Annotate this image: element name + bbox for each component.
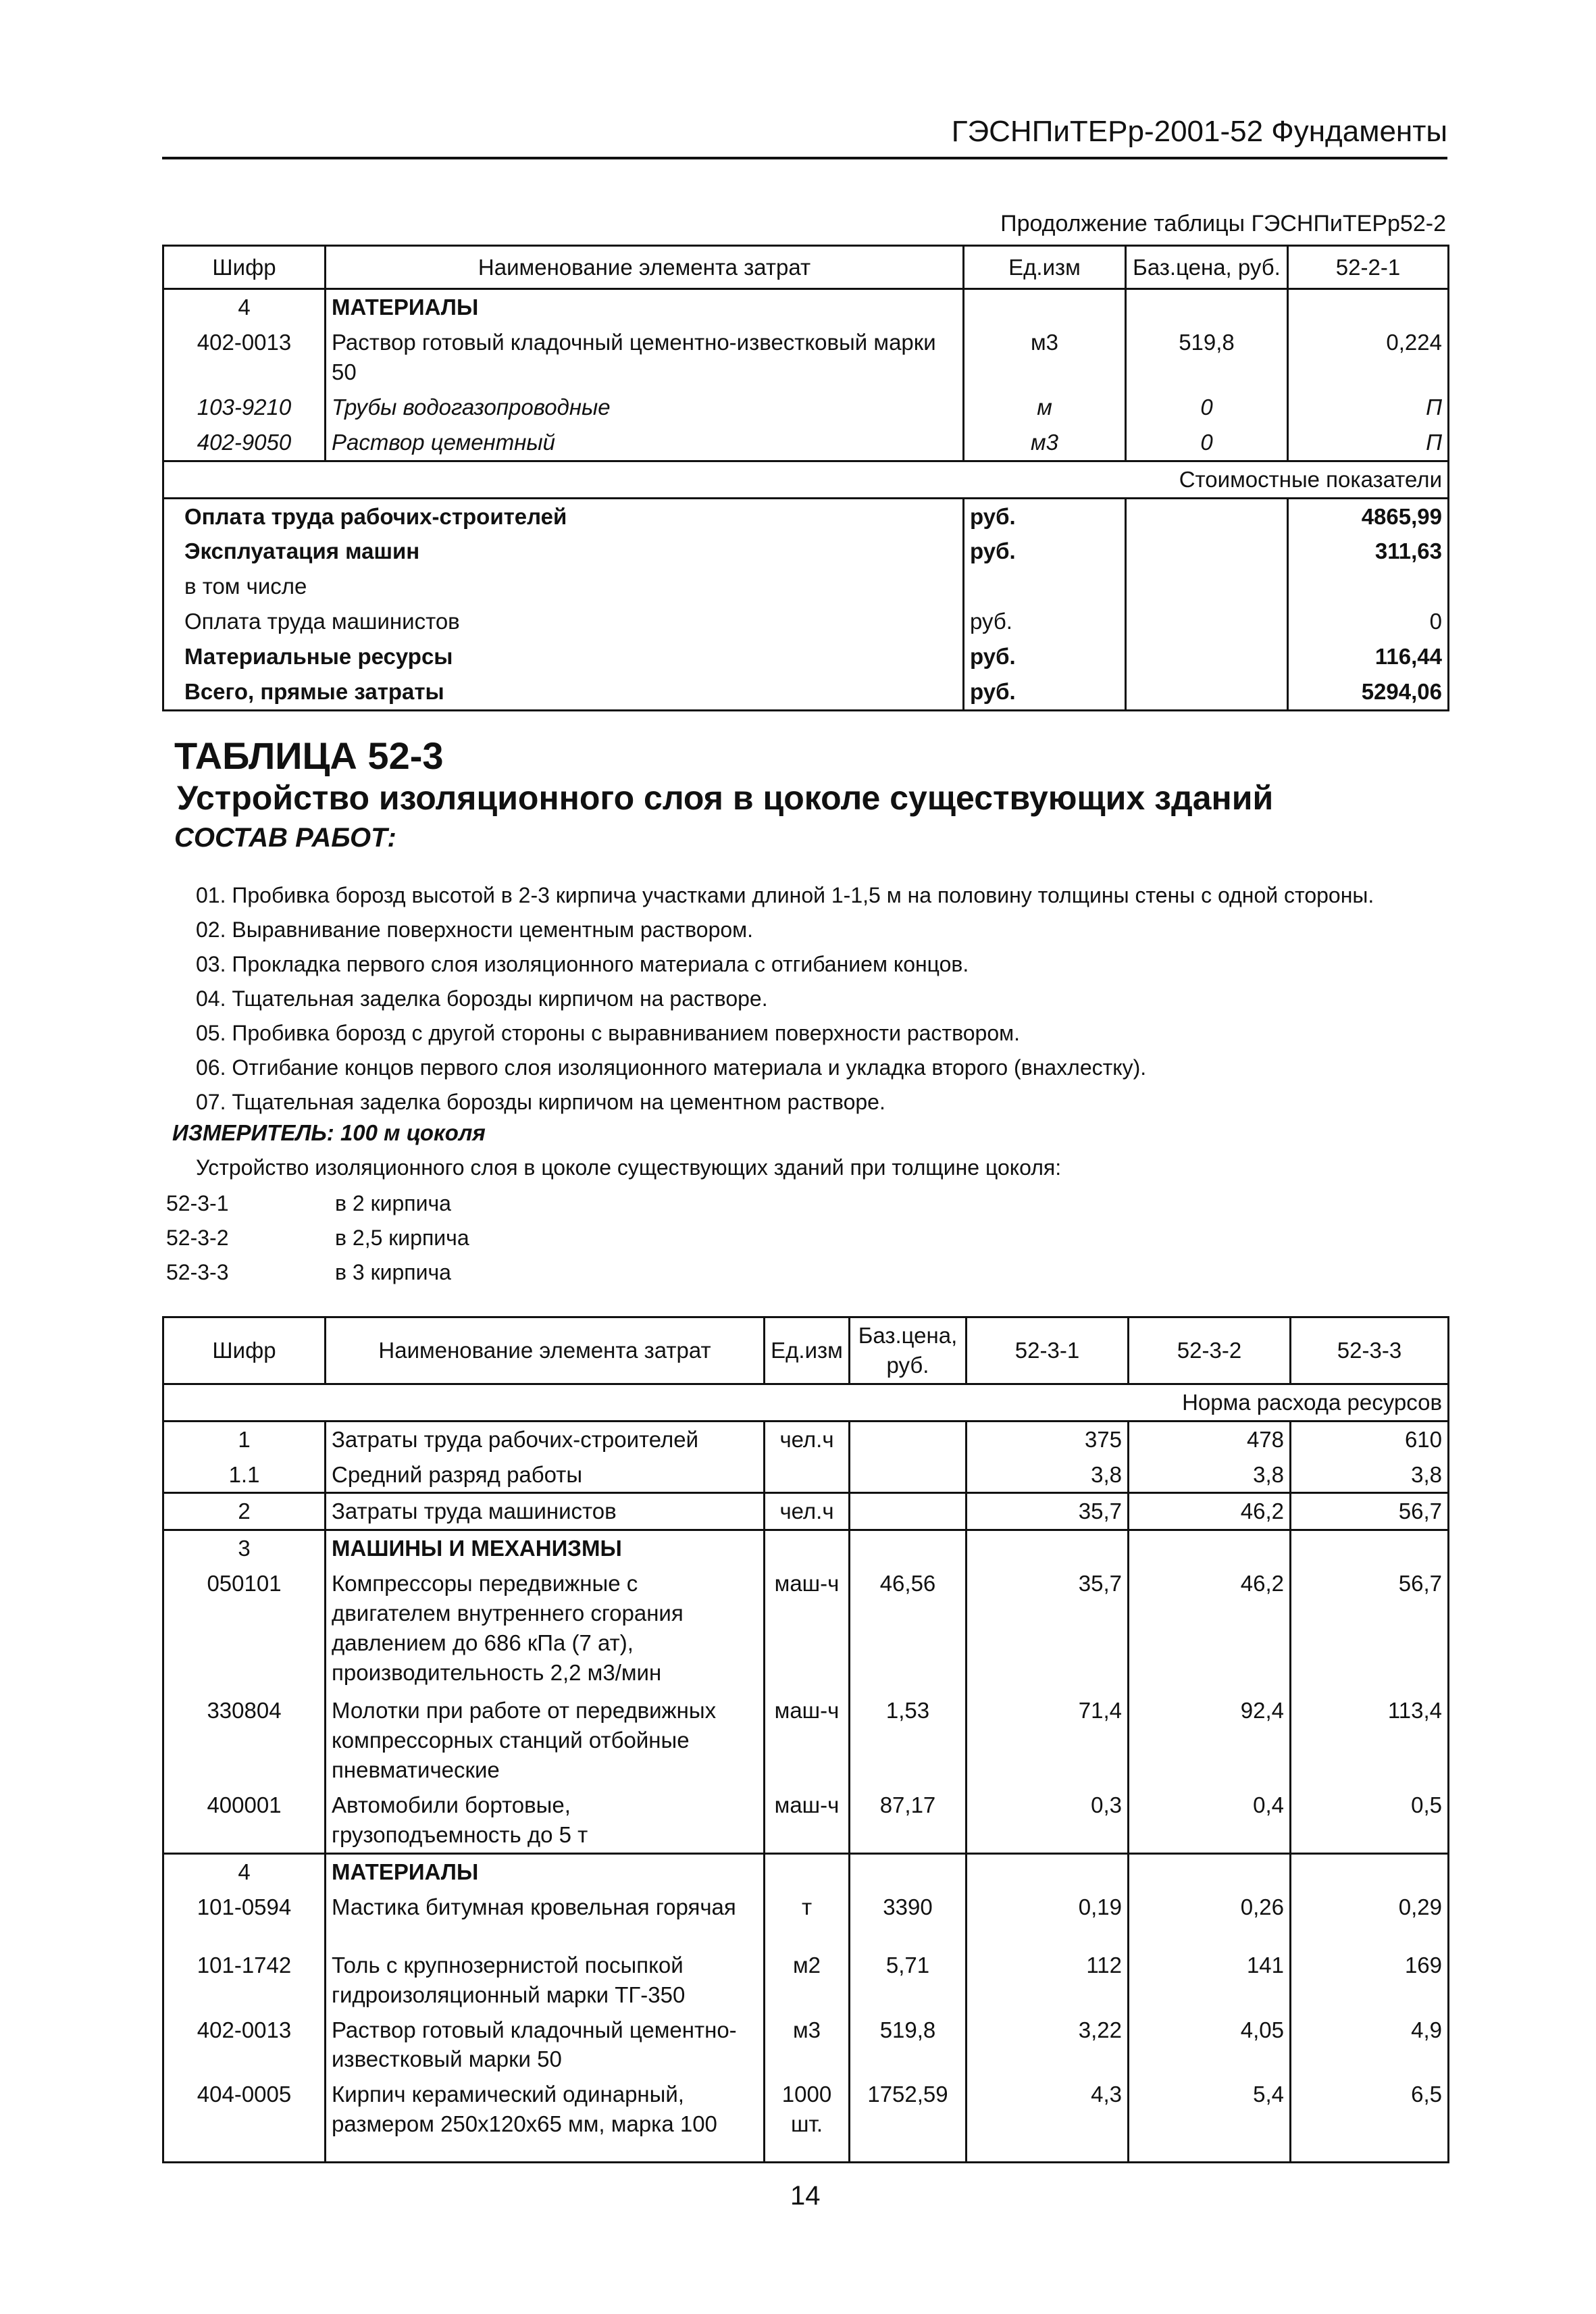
column-header: Ед.изм	[765, 1317, 850, 1384]
cell-value: 6,5	[1291, 2077, 1449, 2162]
cost-label: Оплата труда машинистов	[163, 604, 964, 639]
cell-price: 46,56	[850, 1566, 967, 1693]
section-code: 4	[163, 289, 326, 325]
variants-list	[166, 1186, 469, 1290]
variant-text: в 3 кирпича	[335, 1260, 451, 1284]
variant-text: в 2,5 кирпича	[335, 1226, 469, 1250]
column-header: Шифр	[163, 246, 326, 289]
works-list	[196, 878, 1374, 1120]
column-header: Баз.цена, руб.	[1126, 246, 1288, 289]
cell-value: 169	[1291, 1948, 1449, 2013]
cost-value: 311,63	[1288, 534, 1449, 569]
composition-label: СОСТАВ РАБОТ:	[174, 823, 396, 853]
cell-value: П	[1288, 425, 1449, 461]
cost-row	[163, 498, 1449, 534]
cost-unit: руб.	[964, 674, 1126, 710]
cell-unit: т	[765, 1890, 850, 1948]
cell-name: Раствор цементный	[326, 425, 964, 461]
table-row	[163, 1788, 1449, 1853]
cell-unit: м3	[765, 2013, 850, 2078]
table-row	[163, 390, 1449, 425]
cell-unit: м	[964, 390, 1126, 425]
cell-code: 402-9050	[163, 425, 326, 461]
resource-table-52-3	[162, 1316, 1449, 2163]
cell-value: 0,4	[1129, 1788, 1291, 1853]
table-row	[163, 2013, 1449, 2078]
cell-value: 375	[967, 1421, 1129, 1457]
cell-price: 0	[1126, 390, 1288, 425]
column-header: Шифр	[163, 1317, 326, 1384]
cell-code: 402-0013	[163, 2013, 326, 2078]
cell-value: 0,5	[1291, 1788, 1449, 1853]
table-header-row	[163, 246, 1449, 289]
cell-unit: маш-ч	[765, 1566, 850, 1693]
section-title: ТАБЛИЦА 52-3	[174, 734, 444, 777]
table-row	[163, 1948, 1449, 2013]
cell-code: 404-0005	[163, 2077, 326, 2162]
cell-value: 56,7	[1291, 1493, 1449, 1530]
section-row	[163, 289, 1449, 325]
cell-unit: м3	[964, 325, 1126, 390]
cell-price: 1752,59	[850, 2077, 967, 2162]
table-row	[163, 2077, 1449, 2162]
cell-code: 050101	[163, 1566, 326, 1693]
cell-value: 92,4	[1129, 1693, 1291, 1788]
cell-value: 46,2	[1129, 1566, 1291, 1693]
cell-unit	[765, 1457, 850, 1493]
cell-unit: маш-ч	[765, 1788, 850, 1853]
cell-code: 330804	[163, 1693, 326, 1788]
section-row	[163, 1530, 1449, 1566]
section-subtitle: Устройство изоляционного слоя в цоколе существующих зданий	[177, 779, 1274, 817]
work-item: 02. Выравнивание поверхности цементным раствором.	[196, 917, 754, 942]
cell-code: 1	[163, 1421, 326, 1457]
cell-price: 5,71	[850, 1948, 967, 2013]
cell-code: 2	[163, 1493, 326, 1530]
cell-code: 400001	[163, 1788, 326, 1853]
cell-code: 1.1	[163, 1457, 326, 1493]
variant-text: в 2 кирпича	[335, 1191, 451, 1215]
cell-value: П	[1288, 390, 1449, 425]
table-row	[163, 1566, 1449, 1693]
cost-unit: руб.	[964, 639, 1126, 674]
page-number: 14	[790, 2181, 821, 2211]
table-row	[163, 325, 1449, 390]
variant-item	[166, 1221, 469, 1255]
work-item: 05. Пробивка борозд с другой стороны с выравниванием поверхности раствором.	[196, 1021, 1020, 1045]
cell-unit: м2	[765, 1948, 850, 2013]
cell-name: Затраты труда машинистов	[326, 1493, 765, 1530]
norm-caption: Норма расхода ресурсов	[163, 1384, 1449, 1421]
column-header: 52-3-3	[1291, 1317, 1449, 1384]
cell-value: 478	[1129, 1421, 1291, 1457]
section-name: МАШИНЫ И МЕХАНИЗМЫ	[326, 1530, 765, 1566]
cell-price: 3390	[850, 1890, 967, 1948]
cell-value: 3,8	[1129, 1457, 1291, 1493]
cell-value: 4,9	[1291, 2013, 1449, 2078]
header-rule	[162, 157, 1447, 159]
cell-value: 4,05	[1129, 2013, 1291, 2078]
cost-caption-row	[163, 461, 1449, 498]
column-header: 52-3-1	[967, 1317, 1129, 1384]
cost-unit: руб.	[964, 498, 1126, 534]
column-header: Баз.цена, руб.	[850, 1317, 967, 1384]
work-item: 03. Прокладка первого слоя изоляционного материала с отгибанием концов.	[196, 952, 969, 976]
cell-price: 1,53	[850, 1693, 967, 1788]
column-header: 52-3-2	[1129, 1317, 1291, 1384]
cost-value: 4865,99	[1288, 498, 1449, 534]
cell-value: 4,3	[967, 2077, 1129, 2162]
cell-value: 35,7	[967, 1493, 1129, 1530]
cell-code: 101-1742	[163, 1948, 326, 2013]
cell-value: 0,29	[1291, 1890, 1449, 1948]
cell-value: 0,224	[1288, 325, 1449, 390]
cell-value: 610	[1291, 1421, 1449, 1457]
table-header-row	[163, 1317, 1449, 1384]
column-header: Наименование элемента затрат	[326, 246, 964, 289]
cell-unit: чел.ч	[765, 1421, 850, 1457]
cost-value: 5294,06	[1288, 674, 1449, 710]
cell-unit: маш-ч	[765, 1693, 850, 1788]
cell-name: Раствор готовый кладочный цементно-известковый марки 50	[326, 2013, 765, 2078]
cost-row	[163, 639, 1449, 674]
variant-code: 52-3-3	[166, 1260, 229, 1284]
cell-value: 113,4	[1291, 1693, 1449, 1788]
cost-label: Материальные ресурсы	[163, 639, 964, 674]
cell-value: 46,2	[1129, 1493, 1291, 1530]
table-row	[163, 1421, 1449, 1457]
document-header-title: ГЭСНПиТЕРр-2001-52 Фундаменты	[951, 115, 1447, 148]
cell-value: 0,19	[967, 1890, 1129, 1948]
cell-name: Средний разряд работы	[326, 1457, 765, 1493]
cell-value: 56,7	[1291, 1566, 1449, 1693]
variant-item	[166, 1255, 469, 1290]
cell-value: 71,4	[967, 1693, 1129, 1788]
cost-label: Оплата труда рабочих-строителей	[163, 498, 964, 534]
cell-price	[850, 1493, 967, 1530]
cell-value: 3,8	[1291, 1457, 1449, 1493]
cell-unit: чел.ч	[765, 1493, 850, 1530]
section-row	[163, 1853, 1449, 1889]
section-name: МАТЕРИАЛЫ	[326, 289, 964, 325]
cost-label: в том числе	[163, 569, 964, 604]
cost-unit: руб.	[964, 534, 1126, 569]
table-row	[163, 1693, 1449, 1788]
column-header: Ед.изм	[964, 246, 1126, 289]
table-row	[163, 1890, 1449, 1948]
cell-value: 0,26	[1129, 1890, 1291, 1948]
cell-code: 103-9210	[163, 390, 326, 425]
table-continuation-caption: Продолжение таблицы ГЭСНПиТЕРр52-2	[1000, 211, 1446, 236]
cost-value: 116,44	[1288, 639, 1449, 674]
work-item: 06. Отгибание концов первого слоя изоляционного материала и укладка второго (внахлестку).	[196, 1055, 1147, 1080]
section-name: МАТЕРИАЛЫ	[326, 1853, 765, 1889]
cost-label: Всего, прямые затраты	[163, 674, 964, 710]
table-row	[163, 1457, 1449, 1493]
work-item: 01. Пробивка борозд высотой в 2-3 кирпича участками длиной 1-1,5 м на половину толщины стены с одной стороны.	[196, 883, 1374, 907]
cell-value: 0,3	[967, 1788, 1129, 1853]
cell-name: Толь с крупнозернистой посыпкой гидроизоляционный марки ТГ-350	[326, 1948, 765, 2013]
cell-value: 3,22	[967, 2013, 1129, 2078]
cell-name: Кирпич керамический одинарный, размером 250х120х65 мм, марка 100	[326, 2077, 765, 2162]
section-code: 4	[163, 1853, 326, 1889]
cell-unit: м3	[964, 425, 1126, 461]
resource-table-52-2	[162, 245, 1449, 711]
variant-item	[166, 1186, 469, 1221]
cell-name: Автомобили бортовые, грузоподъемность до 5 т	[326, 1788, 765, 1853]
cell-price: 519,8	[850, 2013, 967, 2078]
cell-price: 519,8	[1126, 325, 1288, 390]
cost-row	[163, 604, 1449, 639]
column-header: Наименование элемента затрат	[326, 1317, 765, 1384]
cost-row	[163, 534, 1449, 569]
cost-value: 0	[1288, 604, 1449, 639]
cell-name: Молотки при работе от передвижных компрессорных станций отбойные пневматические	[326, 1693, 765, 1788]
cell-price: 87,17	[850, 1788, 967, 1853]
work-item: 04. Тщательная заделка борозды кирпичом на растворе.	[196, 986, 768, 1011]
cell-name: Затраты труда рабочих-строителей	[326, 1421, 765, 1457]
cell-code: 101-0594	[163, 1890, 326, 1948]
cell-name: Компрессоры передвижные с двигателем внутреннего сгорания давлением до 686 кПа (7 ат), производительность 2,2 м3/мин	[326, 1566, 765, 1693]
cell-value: 5,4	[1129, 2077, 1291, 2162]
section-code: 3	[163, 1530, 326, 1566]
variant-code: 52-3-1	[166, 1191, 229, 1215]
measurement-unit: ИЗМЕРИТЕЛЬ: 100 м цоколя	[172, 1120, 486, 1145]
work-item: 07. Тщательная заделка борозды кирпичом на цементном растворе.	[196, 1090, 885, 1114]
cost-unit: руб.	[964, 604, 1126, 639]
cell-value: 141	[1129, 1948, 1291, 2013]
cell-value: 35,7	[967, 1566, 1129, 1693]
cost-label: Эксплуатация машин	[163, 534, 964, 569]
table-row	[163, 425, 1449, 461]
norm-caption-row	[163, 1384, 1449, 1421]
cell-price: 0	[1126, 425, 1288, 461]
variants-intro: Устройство изоляционного слоя в цоколе существующих зданий при толщине цоколя:	[196, 1155, 1062, 1180]
cost-row	[163, 569, 1449, 604]
cell-code: 402-0013	[163, 325, 326, 390]
cell-name: Мастика битумная кровельная горячая	[326, 1890, 765, 1948]
cell-name: Трубы водогазопроводные	[326, 390, 964, 425]
cell-price	[850, 1457, 967, 1493]
cell-unit: 1000 шт.	[765, 2077, 850, 2162]
cost-caption: Стоимостные показатели	[163, 461, 1449, 498]
column-header: 52-2-1	[1288, 246, 1449, 289]
cell-price	[850, 1421, 967, 1457]
cell-value: 3,8	[967, 1457, 1129, 1493]
cell-name: Раствор готовый кладочный цементно-известковый марки 50	[326, 325, 964, 390]
variant-code: 52-3-2	[166, 1226, 229, 1250]
table-row	[163, 1493, 1449, 1530]
cost-row	[163, 674, 1449, 710]
cell-value: 112	[967, 1948, 1129, 2013]
